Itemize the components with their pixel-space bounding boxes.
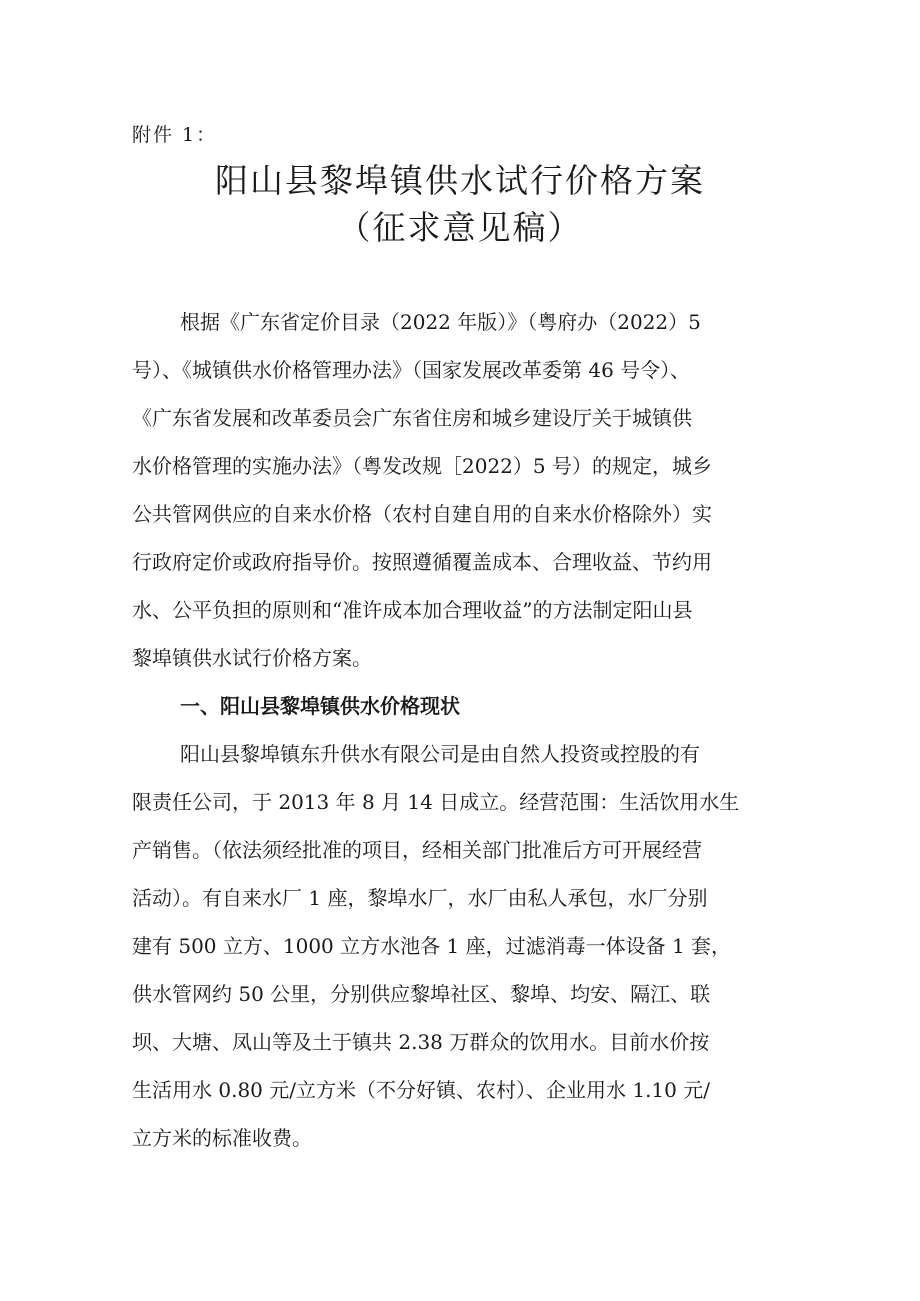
document-title: 阳山县黎埠镇供水试行价格方案 — [215, 161, 705, 200]
paragraph2-line: 建有 500 立方、1000 立方水池各 1 座，过滤消毒一体设备 1 套， — [132, 934, 732, 958]
section1-heading: 一、阳山县黎埠镇供水价格现状 — [180, 694, 460, 718]
paragraph1-line: 《广东省发展和改革委员会广东省住房和城乡建设厅关于城镇供 — [132, 406, 692, 430]
paragraph1-line: 行政府定价或政府指导价。按照遵循覆盖成本、合理收益、节约用 — [132, 550, 712, 574]
paragraph1-line: 水价格管理的实施办法》（粤发改规［2022）5 号）的规定，城乡 — [132, 454, 712, 478]
attachment-label: 附件 1： — [132, 124, 218, 146]
paragraph1-line: 黎埠镇供水试行价格方案。 — [132, 646, 372, 670]
document-subtitle: （征求意见稿） — [337, 208, 583, 247]
paragraph2-line: 立方米的标准收费。 — [132, 1126, 312, 1150]
paragraph2-line: 供水管网约 50 公里，分别供应黎埠社区、黎埠、均安、隔江、联 — [132, 982, 711, 1006]
paragraph2-line: 产销售。（依法须经批准的项目，经相关部门批准后方可开展经营 — [132, 838, 702, 862]
paragraph1-line: 水、公平负担的原则和“准许成本加合理收益”的方法制定阳山县 — [132, 598, 693, 622]
paragraph2-line: 生活用水 0.80 元/立方米（不分好镇、农村）、企业用水 1.10 元/ — [132, 1078, 710, 1102]
paragraph2-line: 活动）。有自来水厂 1 座，黎埠水厂，水厂由私人承包，水厂分别 — [132, 886, 708, 910]
paragraph2-line: 限责任公司，于 2013 年 8 月 14 日成立。经营范围：生活饮用水生 — [132, 790, 740, 814]
paragraph1-line: 公共管网供应的自来水价格（农村自建自用的自来水价格除外）实 — [132, 502, 712, 526]
paragraph1-line: 号）、《城镇供水价格管理办法》（国家发展改革委第 46 号令）、 — [132, 358, 691, 382]
paragraph2-line: 坝、大塘、凤山等及土于镇共 2.38 万群众的饮用水。目前水价按 — [132, 1030, 710, 1054]
paragraph1-line: 根据《广东省定价目录（2022 年版）》（粤府办（2022）5 — [180, 310, 701, 334]
paragraph2-line: 阳山县黎埠镇东升供水有限公司是由自然人投资或控股的有 — [180, 742, 700, 766]
